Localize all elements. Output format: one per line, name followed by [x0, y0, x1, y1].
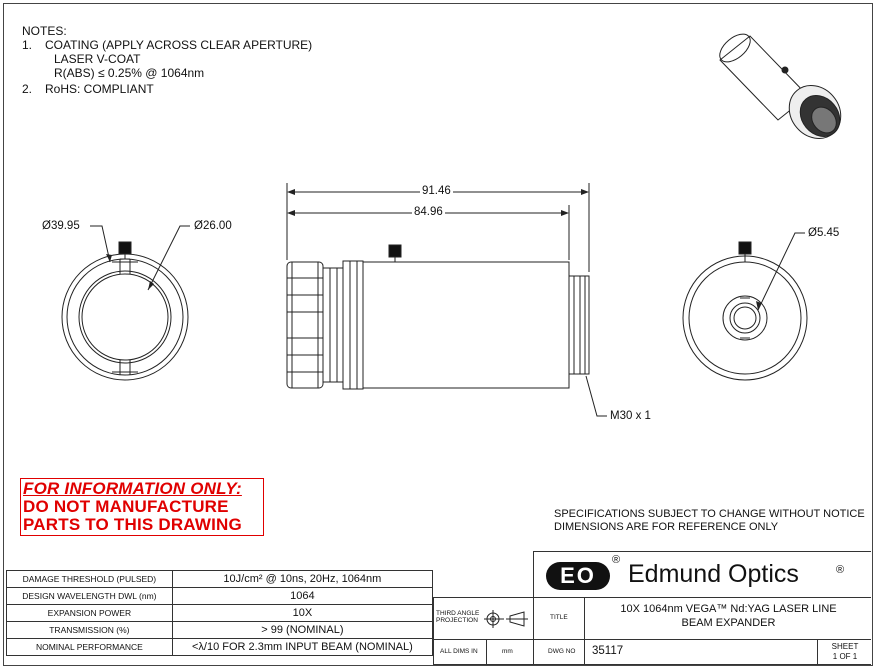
logo-letters: EO — [560, 563, 596, 588]
company-name: Edmund Optics — [628, 560, 799, 588]
note-1-line2: LASER V-COAT — [54, 52, 141, 66]
eo-logo — [546, 562, 610, 590]
logo-registered-mark: ® — [612, 554, 621, 566]
title-label: TITLE — [550, 614, 568, 621]
spec-notice-line-2: DIMENSIONS ARE FOR REFERENCE ONLY — [554, 521, 779, 533]
left-end-view — [62, 254, 188, 380]
spec-label: EXPANSION POWER — [7, 605, 173, 622]
body-length-dimension: 84.96 — [414, 206, 443, 218]
table-row — [7, 588, 433, 605]
projection-label: THIRD ANGLE PROJECTION — [436, 610, 480, 624]
spec-value: 1064 — [172, 588, 432, 605]
warning-line-3: PARTS TO THIS DRAWING — [23, 515, 242, 534]
left-outer-diameter: Ø39.95 — [42, 220, 80, 232]
units-separator — [486, 640, 487, 664]
units-cell — [433, 639, 534, 665]
drawing-title-line-1: 10X 1064nm VEGA™ Nd:YAG LASER LINE — [620, 603, 837, 615]
warning-line-2: DO NOT MANUFACTURE — [23, 497, 229, 516]
table-row — [7, 571, 433, 588]
side-view — [287, 261, 589, 389]
dwg-no-cell — [533, 639, 871, 665]
note-1-text: COATING (APPLY ACROSS CLEAR APERTURE) — [45, 38, 313, 52]
body-set-screw — [389, 245, 401, 257]
note-2-text: RoHS: COMPLIANT — [45, 82, 154, 96]
spec-label: DESIGN WAVELENGTH DWL (nm) — [7, 588, 173, 605]
info-only-warning — [20, 478, 264, 536]
drawing-title-line-2: BEAM EXPANDER — [681, 617, 776, 629]
sheet-value: 1 OF 1 — [832, 652, 858, 661]
third-angle-projection-icon — [484, 610, 530, 628]
dwg-no-separator — [584, 640, 585, 664]
note-1-number: 1. — [22, 38, 33, 52]
spec-label: NOMINAL PERFORMANCE — [7, 639, 173, 656]
spec-label: TRANSMISSION (%) — [7, 622, 173, 639]
title-separator — [584, 598, 585, 640]
left-set-screw — [119, 242, 131, 254]
spec-value: 10X — [172, 605, 432, 622]
table-row — [7, 605, 433, 622]
units-value: mm — [502, 648, 513, 655]
note-2-number: 2. — [22, 82, 33, 96]
warning-line-1: FOR INFORMATION ONLY: — [23, 479, 242, 498]
right-end-view — [683, 256, 807, 380]
spec-value: > 99 (NOMINAL) — [172, 622, 432, 639]
all-dims-label: ALL DIMS IN — [440, 648, 478, 655]
logo-cell — [533, 551, 871, 598]
dwg-no-value: 35117 — [592, 645, 624, 657]
thread-callout: M30 x 1 — [610, 410, 651, 422]
title-cell — [533, 597, 871, 640]
spec-label: DAMAGE THRESHOLD (PULSED) — [7, 571, 173, 588]
title-block — [433, 551, 871, 664]
table-row — [7, 622, 433, 639]
table-row — [7, 639, 433, 656]
notes-heading: NOTES: — [22, 24, 67, 38]
company-registered-mark: ® — [836, 564, 845, 576]
spec-value: <λ/10 FOR 2.3mm INPUT BEAM (NOMINAL) — [172, 639, 432, 656]
isometric-view — [715, 29, 852, 149]
left-inner-diameter: Ø26.00 — [194, 220, 232, 232]
sheet-separator — [817, 640, 818, 664]
note-1-line3: R(ABS) ≤ 0.25% @ 1064nm — [54, 66, 205, 80]
projection-cell — [433, 597, 534, 640]
right-set-screw — [739, 242, 751, 254]
overall-length-dimension: 91.46 — [422, 185, 451, 197]
spec-table — [6, 570, 433, 656]
right-aperture-diameter: Ø5.45 — [808, 227, 840, 239]
spec-notice-line-1: SPECIFICATIONS SUBJECT TO CHANGE WITHOUT NOTICE — [554, 508, 865, 520]
spec-value: 10J/cm² @ 10ns, 20Hz, 1064nm — [172, 571, 432, 588]
dwg-no-label: DWG NO — [548, 648, 576, 655]
sheet-label: SHEET — [831, 642, 859, 651]
